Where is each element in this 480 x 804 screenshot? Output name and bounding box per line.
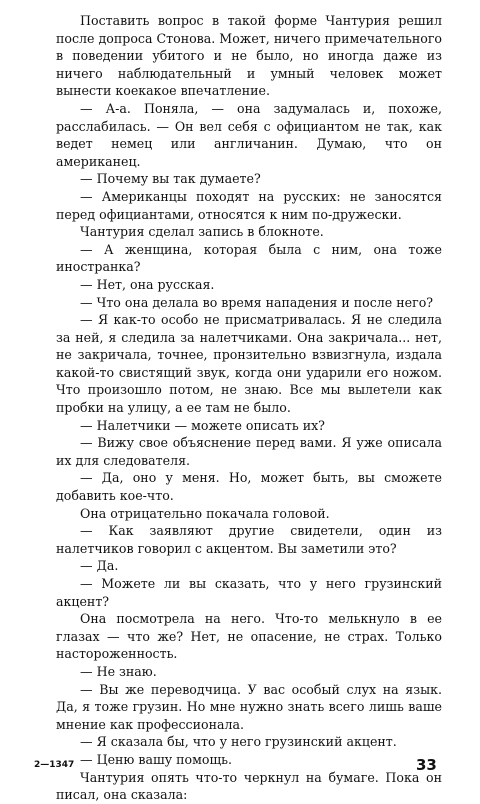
paragraph: Чантурия опять что-то черкнул на бумаге. Пока он писал, она сказала: [56,769,442,803]
paragraph: — Почему вы так думаете? [80,171,261,187]
paragraph: — Да. [80,558,119,574]
paragraph: — Ценю вашу помощь. [80,751,233,767]
paragraph: — Что она делала во время нападения и после него? [80,294,434,310]
paragraph: — Можете ли вы сказать, что у него грузинский акцент? [56,576,442,609]
paragraph: Чантурия сделал запись в блокноте. [80,224,324,240]
paragraph: Поставить вопрос в такой форме Чантурия решил после допроса Стонова. Может, ничего примечательного в поведении убитого и не было, но иногда даже из ничего наблюдательный и умный человек может вынести коекакое впечатление. [56,13,442,99]
body-text [56,12,442,804]
paragraph: Она посмотрела на него. Что-то мелькнуло в ее глазах — что же? Нет, не опасение, не страх. Только настороженность. [56,611,442,662]
paragraph: — Да, оно у меня. Но, может быть, вы сможете добавить кое-что. [56,470,442,504]
paragraph: — Не знаю. [80,663,157,679]
paragraph: — А женщина, которая была с ним, она тоже иностранка? [56,241,442,275]
paragraph: — Нет, она русская. [80,276,215,292]
paragraph: — Вижу свое объяснение перед вами. Я уже описала их для следователя. [56,435,442,468]
paragraph: — Я как-то особо не присматривалась. Я не следила за ней, я следила за налетчиками. Она закричала... нет, не закричала, точнее, пронзительно взвизгнула, издала какой-то свистящий звук, когда они ударили его ножом. Что произошло потом, не знаю. Все мы вылетели как пробки на улицу, а ее там не было. [56,312,442,416]
page-number: 33 [416,756,437,774]
paragraph: — А-а. Поняла, — она задумалась и, похоже, расслабилась. — Он вел себя с официантом не так, как ведет немец или англичанин. Думаю, что он американец. [56,100,442,169]
paragraph: — Налетчики — можете описать их? [80,417,325,433]
paragraph: — Вы же переводчица. У вас особый слух на язык. Да, я тоже грузин. Но мне нужно знать всего лишь ваше мнение как профессионала. [56,681,442,732]
paragraph: — Как заявляют другие свидетели, один из налетчиков говорил с акцентом. Вы заметили это? [56,523,442,556]
paragraph: Она отрицательно покачала головой. [80,505,330,521]
paragraph: — Американцы походят на русских: не заносятся перед официантами, относятся к ним по-дружески. [56,188,442,222]
paragraph: — Я сказала бы, что у него грузинский акцент. [80,734,397,750]
printer-signature: 2—1347 [34,760,75,770]
